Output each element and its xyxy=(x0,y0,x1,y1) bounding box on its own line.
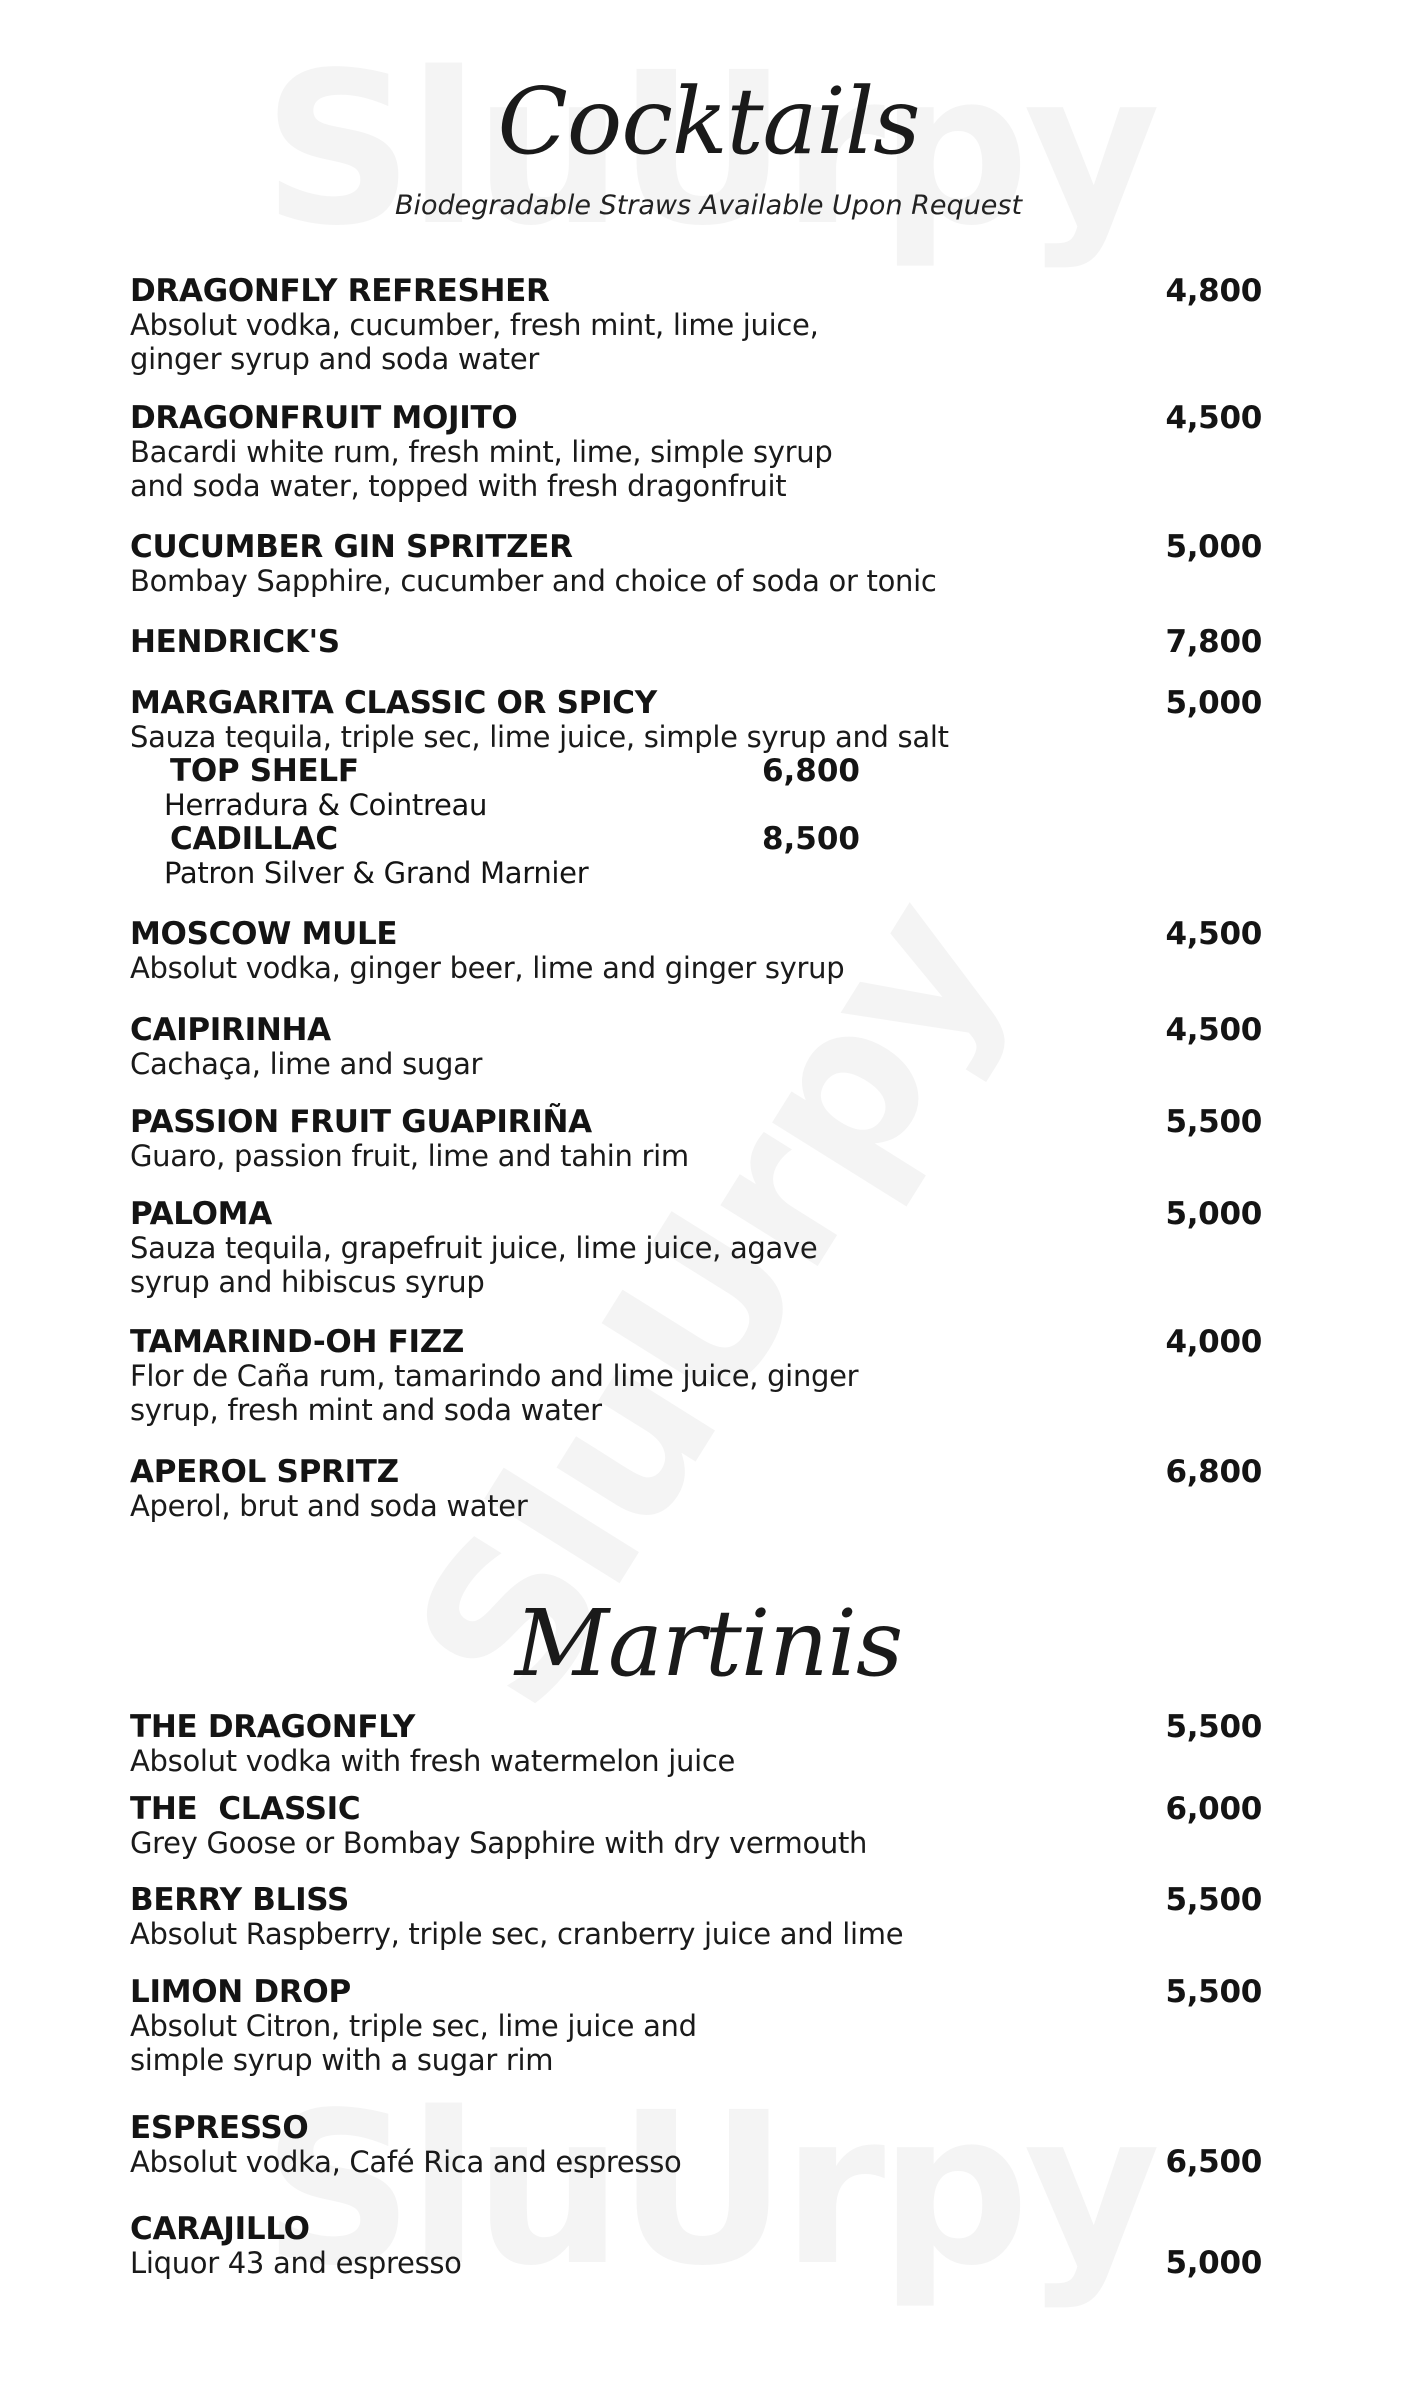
item-description: Grey Goose or Bombay Sapphire with dry vermouth xyxy=(130,1826,868,1860)
item-price: 5,000 xyxy=(1165,2245,1262,2281)
item-description: Absolut vodka, Café Rica and espresso xyxy=(130,2145,682,2179)
item-description: Absolut Citron, triple sec, lime juice and xyxy=(130,2009,697,2043)
item-name: MOSCOW MULE xyxy=(130,916,398,952)
menu-item xyxy=(130,686,1262,890)
menu-item xyxy=(130,1325,1262,1427)
item-name: PASSION FRUIT GUAPIRIÑA xyxy=(130,1104,592,1140)
menu-item xyxy=(130,1710,1262,1778)
menu-item xyxy=(130,1105,1262,1173)
item-price: 6,500 xyxy=(1165,2144,1262,2180)
item-price: 5,000 xyxy=(1165,529,1262,565)
menu-item xyxy=(130,917,1262,985)
item-name: APEROL SPRITZ xyxy=(130,1454,399,1490)
item-description: Absolut Raspberry, triple sec, cranberry juice and lime xyxy=(130,1917,904,1951)
sub-option-price: 8,500 xyxy=(761,821,860,857)
item-price: 4,500 xyxy=(1165,400,1262,436)
menu-item xyxy=(130,401,1262,503)
menu-item xyxy=(130,530,1262,598)
item-description: ginger syrup and soda water xyxy=(130,342,539,376)
item-name: CAIPIRINHA xyxy=(130,1012,331,1048)
item-price: 5,500 xyxy=(1165,1882,1262,1918)
sub-option-name: CADILLAC xyxy=(170,821,338,857)
item-price: 7,800 xyxy=(1165,624,1262,660)
item-description: Flor de Caña rum, tamarindo and lime juice, ginger xyxy=(130,1359,859,1393)
item-price: 5,000 xyxy=(1165,1196,1262,1232)
item-description: Absolut vodka, ginger beer, lime and ginger syrup xyxy=(130,951,845,985)
item-description: Aperol, brut and soda water xyxy=(130,1489,528,1523)
item-name: HENDRICK'S xyxy=(130,624,340,660)
cocktails-subtitle: Biodegradable Straws Available Upon Request xyxy=(394,190,1023,221)
sub-option-name: TOP SHELF xyxy=(170,753,359,789)
item-description: Cachaça, lime and sugar xyxy=(130,1047,483,1081)
item-price: 5,500 xyxy=(1165,1974,1262,2010)
item-price: 5,500 xyxy=(1165,1104,1262,1140)
cocktails-title: Cocktails xyxy=(497,68,920,175)
sub-option xyxy=(130,754,860,822)
item-name: CUCUMBER GIN SPRITZER xyxy=(130,529,573,565)
menu-item xyxy=(130,1197,1262,1299)
martinis-title: Martinis xyxy=(514,1590,903,1697)
item-name: DRAGONFLY REFRESHER xyxy=(130,273,550,309)
item-name: CARAJILLO xyxy=(130,2211,310,2247)
sub-option xyxy=(130,822,860,890)
menu-item xyxy=(130,625,1262,659)
item-description: syrup and hibiscus syrup xyxy=(130,1265,485,1299)
menu-item xyxy=(130,1013,1262,1081)
item-description: Guaro, passion fruit, lime and tahin rim xyxy=(130,1139,689,1173)
item-name: ESPRESSO xyxy=(130,2110,309,2146)
item-name: PALOMA xyxy=(130,1196,272,1232)
item-price: 4,500 xyxy=(1165,916,1262,952)
item-description: Absolut vodka, cucumber, fresh mint, lime juice, xyxy=(130,308,819,342)
item-description: simple syrup with a sugar rim xyxy=(130,2043,554,2077)
menu-item xyxy=(130,2212,1262,2280)
item-description: Absolut vodka with fresh watermelon juice xyxy=(130,1744,736,1778)
item-price: 4,800 xyxy=(1165,273,1262,309)
item-name: DRAGONFRUIT MOJITO xyxy=(130,400,518,436)
item-name: BERRY BLISS xyxy=(130,1882,349,1918)
item-description: Bombay Sapphire, cucumber and choice of soda or tonic xyxy=(130,564,937,598)
item-price: 5,500 xyxy=(1165,1709,1262,1745)
menu-item xyxy=(130,1792,1262,1860)
sub-option-description: Herradura & Cointreau xyxy=(164,788,488,822)
item-description: Liquor 43 and espresso xyxy=(130,2246,462,2280)
item-description: Sauza tequila, triple sec, lime juice, simple syrup and salt xyxy=(130,720,949,754)
item-description: Sauza tequila, grapefruit juice, lime juice, agave xyxy=(130,1231,818,1265)
item-name: THE CLASSIC xyxy=(130,1791,361,1827)
item-name: TAMARIND-OH FIZZ xyxy=(130,1324,465,1360)
item-price: 5,000 xyxy=(1165,685,1262,721)
item-description: Bacardi white rum, fresh mint, lime, simple syrup xyxy=(130,435,833,469)
item-price: 6,000 xyxy=(1165,1791,1262,1827)
sub-option-price: 6,800 xyxy=(761,753,860,789)
menu-item xyxy=(130,274,1262,376)
menu-item xyxy=(130,1975,1262,2077)
menu-item xyxy=(130,2111,1262,2179)
item-description: syrup, fresh mint and soda water xyxy=(130,1393,602,1427)
item-price: 4,500 xyxy=(1165,1012,1262,1048)
item-description: and soda water, topped with fresh dragonfruit xyxy=(130,469,787,503)
item-price: 4,000 xyxy=(1165,1324,1262,1360)
menu-item xyxy=(130,1883,1262,1951)
sub-option-description: Patron Silver & Grand Marnier xyxy=(164,856,589,890)
item-name: LIMON DROP xyxy=(130,1974,351,2010)
item-price: 6,800 xyxy=(1165,1454,1262,1490)
menu-item xyxy=(130,1455,1262,1523)
item-name: MARGARITA CLASSIC OR SPICY xyxy=(130,685,657,721)
item-name: THE DRAGONFLY xyxy=(130,1709,416,1745)
